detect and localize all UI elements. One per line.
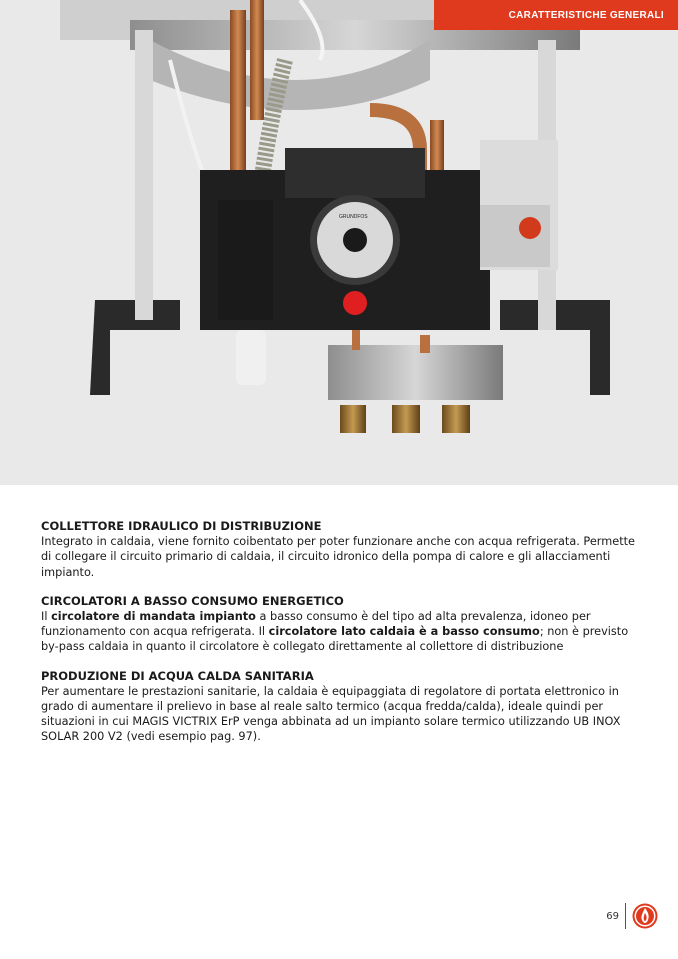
bold-phrase: circolatore di mandata impianto [51,610,256,624]
section-heading: PRODUZIONE DI ACQUA CALDA SANITARIA [41,668,314,683]
section-heading: CIRCOLATORI A BASSO CONSUMO ENERGETICO [41,593,344,608]
section-heading: COLLETTORE IDRAULICO DI DISTRIBUZIONE [41,519,322,533]
section-1 [41,519,641,580]
section-paragraph [41,684,641,745]
section-paragraph [41,534,641,580]
pump-brand-label: GRUNDFOS [339,214,368,220]
section-paragraph [41,609,641,655]
text-run: Il [41,610,52,624]
section-3 [41,669,641,745]
page-number: 69 [606,910,619,922]
brand-flame-logo-icon [632,903,658,929]
footer-divider [625,903,626,929]
bold-phrase: circolatore lato caldaia è a basso consumo [268,625,540,639]
text-content [41,519,641,759]
section-2 [41,594,641,655]
text-run: a basso consumo è del tipo ad alta prevalenza, idoneo per funzionamento con acqua refrigerata. Il [41,610,591,639]
section-tag: CARATTERISTICHE GENERALI [434,0,678,30]
page-footer [606,901,658,931]
text-run: Per aumentare le prestazioni sanitarie, la caldaia è equipaggiata di regolatore di portata elettronico in grado di aumentare il prelievo in base al reale salto termico (acqua fredda/calda), ideale quindi per situazioni in cui MAGIS VICTRIX ErP venga abbinata ad un impianto solare termico utilizzando UB INOX SOLAR 200 V2 (vedi esempio pag. 97). [41,684,621,744]
text-run: ; non è previsto by-pass caldaia in quanto il circolatore è collegato direttamente al collettore di distribuzione [41,625,629,654]
text-run: Integrato in caldaia, viene fornito coibentato per poter funzionare anche con acqua refrigerata. Permette di collegare il circuito primario di caldaia, il circuito idronico della pompa di calore e gli allacciamenti impianto. [41,535,636,579]
